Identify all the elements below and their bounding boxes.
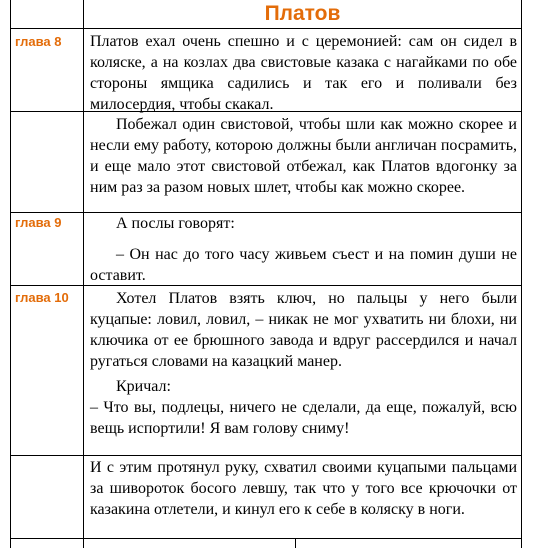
paragraph: А послы говорят: xyxy=(116,215,235,232)
paragraph: – Он нас до того часу живьем съест и на помин души не оставит. xyxy=(90,246,517,284)
column-divider xyxy=(83,0,84,548)
text-table xyxy=(10,0,522,548)
chapter-label: глава 8 xyxy=(15,34,62,49)
table-cell xyxy=(90,31,517,115)
paragraph: Хотел Платов взять ключ, но пальцы у него были куцапые: ловил, ловил, – никак не мог ухватить ни блохи, ни ключика от ее брюшного завода и вдруг рассердился и начал ругаться словами на казацкий манер. xyxy=(90,290,517,370)
paragraph: И с этим протянул руку, схватил своими куцапыми пальцами за шивороток босого левшу, так что у того все крючочки от казакина отлетели, и кинул его к себе в коляску в ноги. xyxy=(90,459,517,518)
row-divider xyxy=(11,455,521,456)
paragraph: Кричал: xyxy=(116,378,171,395)
row-divider xyxy=(11,28,521,29)
table-cell xyxy=(90,114,517,198)
table-title: Платов xyxy=(264,2,341,25)
paragraph: Платов ехал очень спешно и с церемонией: сам он сидел в коляске, а на козлах два свистовые казака с нагайками по обе стороны ямщика садились и так его и поливали без милосердия, чтобы скакал. xyxy=(90,33,517,113)
table-cell xyxy=(90,213,517,286)
paragraph: Побежал один свистовой, чтобы шли как можно скорее и несли ему работу, которою должны были англичан посрамить, и еще мало этот свистовой отбежал, как Платов вдогонку за ним раз за разом новых шлет, чтобы как можно скорее. xyxy=(90,116,517,196)
table-cell xyxy=(90,288,517,439)
chapter-label: глава 9 xyxy=(15,215,62,230)
row-divider xyxy=(11,538,521,539)
table-cell xyxy=(90,457,517,520)
paragraph: – Что вы, подлецы, ничего не сделали, да еще, пожалуй, всю вещь испортили! Я вам голову сниму! xyxy=(90,399,517,437)
chapter-label: глава 10 xyxy=(15,290,69,305)
column-divider xyxy=(295,538,296,548)
